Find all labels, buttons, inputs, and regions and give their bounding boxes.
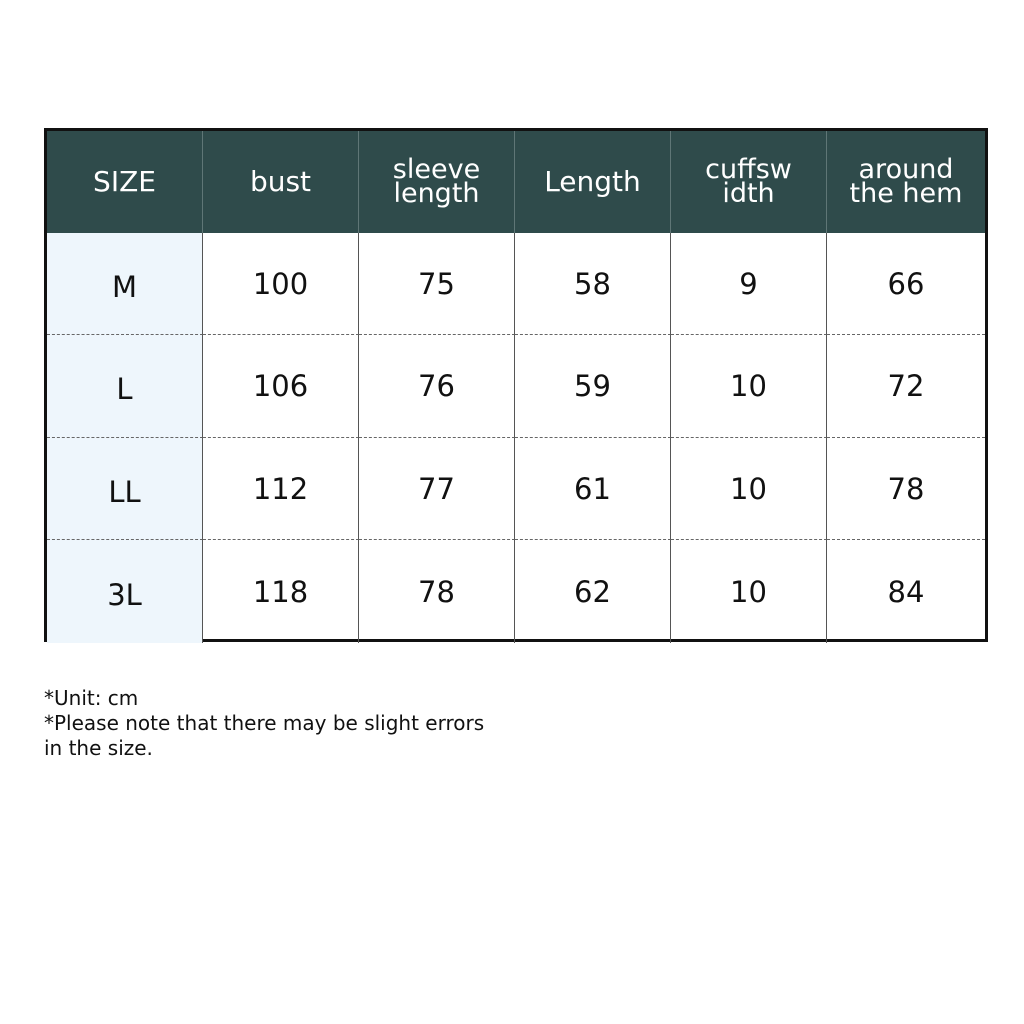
error-note-line-1: *Please note that there may be slight errors bbox=[44, 711, 485, 735]
table-cell-cuffs-width: 9 bbox=[671, 233, 827, 335]
table-cell-size: 3L bbox=[47, 540, 203, 643]
table-cell-bust: 112 bbox=[203, 438, 359, 540]
size-notes bbox=[44, 686, 564, 761]
table-cell-cuffs-width: 10 bbox=[671, 438, 827, 540]
table-cell-sleeve-length: 78 bbox=[359, 540, 515, 643]
header-sleeve-length: sleeve length bbox=[359, 131, 515, 233]
unit-note: *Unit: cm bbox=[44, 686, 139, 710]
table-cell-length: 61 bbox=[515, 438, 671, 540]
table-cell-length: 62 bbox=[515, 540, 671, 643]
table-cell-around-the-hem: 72 bbox=[827, 335, 985, 438]
table-cell-around-the-hem: 66 bbox=[827, 233, 985, 335]
header-bust: bust bbox=[203, 131, 359, 233]
table-cell-size: LL bbox=[47, 438, 203, 540]
table-cell-bust: 118 bbox=[203, 540, 359, 643]
table-cell-sleeve-length: 75 bbox=[359, 233, 515, 335]
header-around-the-hem: around the hem bbox=[827, 131, 985, 233]
table-cell-length: 58 bbox=[515, 233, 671, 335]
table-cell-around-the-hem: 78 bbox=[827, 438, 985, 540]
header-length: Length bbox=[515, 131, 671, 233]
table-cell-size: M bbox=[47, 233, 203, 335]
table-cell-bust: 106 bbox=[203, 335, 359, 438]
table-cell-sleeve-length: 77 bbox=[359, 438, 515, 540]
table-cell-sleeve-length: 76 bbox=[359, 335, 515, 438]
error-note-line-2: in the size. bbox=[44, 736, 153, 760]
table-cell-cuffs-width: 10 bbox=[671, 335, 827, 438]
table-cell-around-the-hem: 84 bbox=[887, 574, 925, 609]
table-cell-length: 59 bbox=[515, 335, 671, 438]
table-cell-cuffs-width: 10 bbox=[671, 540, 827, 643]
table-cell-bust: 100 bbox=[203, 233, 359, 335]
table-cell-size: L bbox=[47, 335, 203, 438]
header-size: SIZE bbox=[47, 131, 203, 233]
header-cuffs-width: cuffsw idth bbox=[671, 131, 827, 233]
size-chart-table bbox=[44, 128, 988, 642]
